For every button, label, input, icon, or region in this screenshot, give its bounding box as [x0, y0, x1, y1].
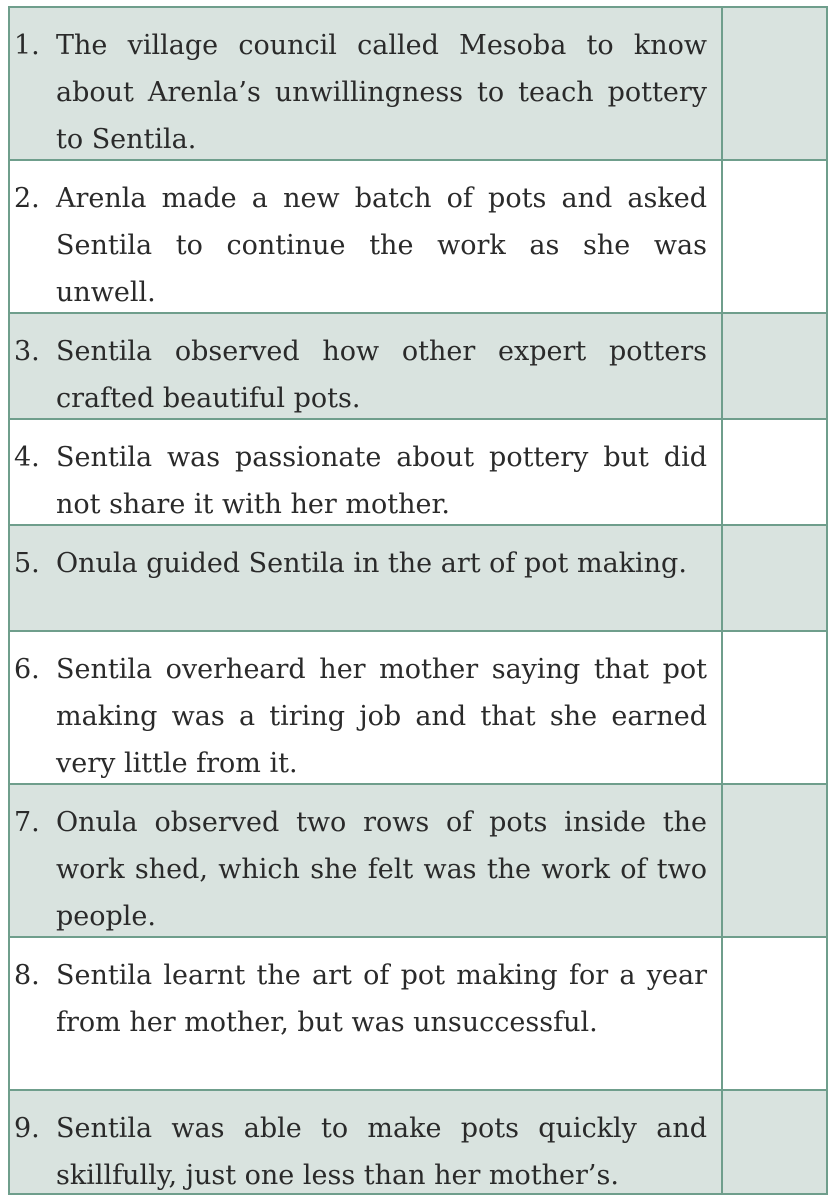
statement-number: 6. [14, 654, 40, 685]
statement-number: 7. [14, 807, 40, 838]
table-row [10, 8, 826, 161]
statement-text: The village council called Mesoba to know about Arenla’s unwillingness to teach pottery to Sentila. [56, 30, 707, 155]
statement-number: 1. [14, 30, 40, 61]
table-row [10, 161, 826, 314]
table-row [10, 420, 826, 526]
statement-cell [10, 526, 723, 630]
statement-text: Sentila observed how other expert potters crafted beautiful pots. [56, 336, 707, 414]
statement-text: Sentila was able to make pots quickly and skillfully, just one less than her mother’s. [56, 1113, 707, 1191]
sequence-answer-box[interactable] [723, 785, 826, 936]
table-row [10, 785, 826, 938]
statement-number: 3. [14, 336, 40, 367]
statement-text: Sentila was passionate about pottery but did not share it with her mother. [56, 442, 707, 520]
statement-cell [10, 1091, 723, 1193]
statement-number: 8. [14, 960, 40, 991]
sequence-answer-box[interactable] [723, 632, 826, 783]
sequence-answer-box[interactable] [723, 1091, 826, 1193]
table-row [10, 1091, 826, 1195]
sequence-answer-box[interactable] [723, 8, 826, 159]
table-row [10, 314, 826, 420]
statements-table [8, 6, 828, 1195]
statement-text: Sentila learnt the art of pot making for a year from her mother, but was unsuccessful. [56, 960, 707, 1038]
statement-number: 5. [14, 548, 40, 579]
statement-cell [10, 420, 723, 524]
sequence-answer-box[interactable] [723, 420, 826, 524]
statement-cell [10, 938, 723, 1089]
statement-number: 9. [14, 1113, 40, 1144]
statement-cell [10, 632, 723, 783]
sequence-answer-box[interactable] [723, 314, 826, 418]
sequence-answer-box[interactable] [723, 161, 826, 312]
sequence-answer-box[interactable] [723, 938, 826, 1089]
table-row [10, 526, 826, 632]
statement-number: 4. [14, 442, 40, 473]
statement-text: Onula guided Sentila in the art of pot making. [56, 548, 687, 579]
statement-text: Sentila overheard her mother saying that pot making was a tiring job and that she earned very little from it. [56, 654, 707, 779]
statement-cell [10, 8, 723, 159]
table-row [10, 632, 826, 785]
table-row [10, 938, 826, 1091]
statement-cell [10, 785, 723, 936]
statement-cell [10, 161, 723, 312]
statement-text: Arenla made a new batch of pots and asked Sentila to continue the work as she was unwell. [56, 183, 707, 308]
sequence-answer-box[interactable] [723, 526, 826, 630]
statement-number: 2. [14, 183, 40, 214]
statement-cell [10, 314, 723, 418]
statement-text: Onula observed two rows of pots inside the work shed, which she felt was the work of two people. [56, 807, 707, 932]
